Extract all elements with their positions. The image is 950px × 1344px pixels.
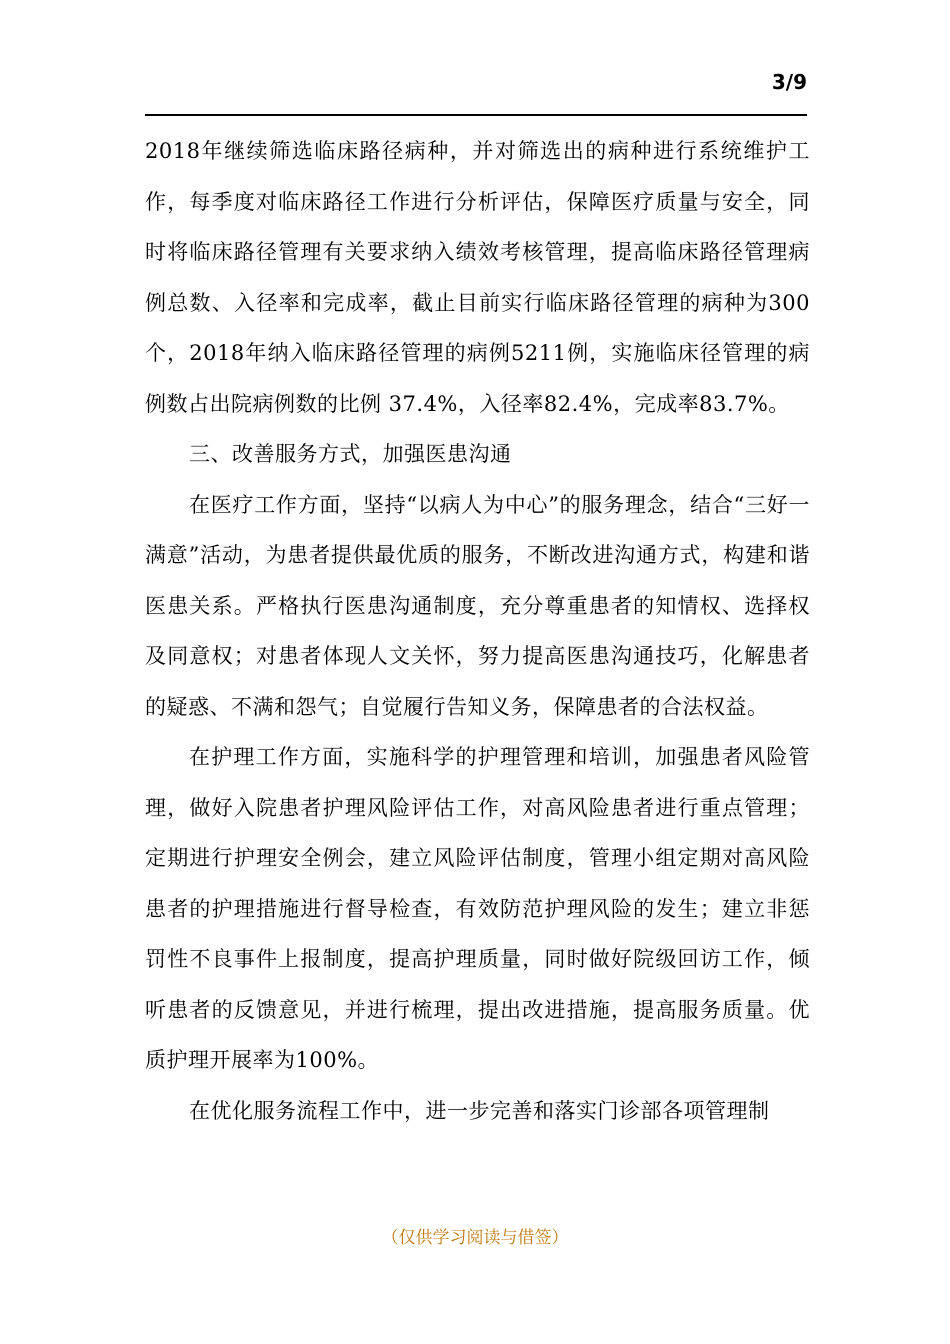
page-number: 3/9 (771, 70, 807, 94)
document-body (145, 126, 810, 1136)
paragraph-nursing-work: 在护理工作方面，实施科学的护理管理和培训，加强患者风险管理，做好入院患者护理风险评估工作，对高风险患者进行重点管理；定期进行护理安全例会，建立风险评估制度，管理小组定期对高风险患者的护理措施进行督导检查，有效防范护理风险的发生；建立非惩罚性不良事件上报制度，提高护理质量，同时做好院级回访工作，倾听患者的反馈意见，并进行梳理，提出改进措施，提高服务质量。优质护理开展率为100%。 (145, 745, 810, 1072)
section-heading-service: 三、改善服务方式，加强医患沟通 (189, 442, 512, 466)
footer-note: （仅供学习阅读与借签） (381, 1228, 569, 1248)
page-header (145, 68, 807, 116)
paragraph-clinical-pathway: 2018年继续筛选临床路径病种，并对筛选出的病种进行系统维护工作，每季度对临床路径工作进行分析评估，保障医疗质量与安全，同时将临床路径管理有关要求纳入绩效考核管理，提高临床路径管理病例总数、入径率和完成率，截止目前实行临床路径管理的病种为300个，2018年纳入临床路径管理的病例5211例，实施临床径管理的病例数占出院病例数的比例 37.4%，入径率82.4%，完成率83.7%。 (145, 139, 810, 416)
paragraph-medical-work: 在医疗工作方面，坚持“以病人为中心”的服务理念，结合“三好一满意”活动，为患者提供最优质的服务，不断改进沟通方式，构建和谐医患关系。严格执行医患沟通制度，充分尊重患者的知情权、选择权及同意权；对患者体现人文关怀，努力提高医患沟通技巧，化解患者的疑惑、不满和怨气；自觉履行告知义务，保障患者的合法权益。 (145, 492, 810, 719)
paragraph-service-flow: 在优化服务流程工作中，进一步完善和落实门诊部各项管理制 (189, 1098, 770, 1123)
